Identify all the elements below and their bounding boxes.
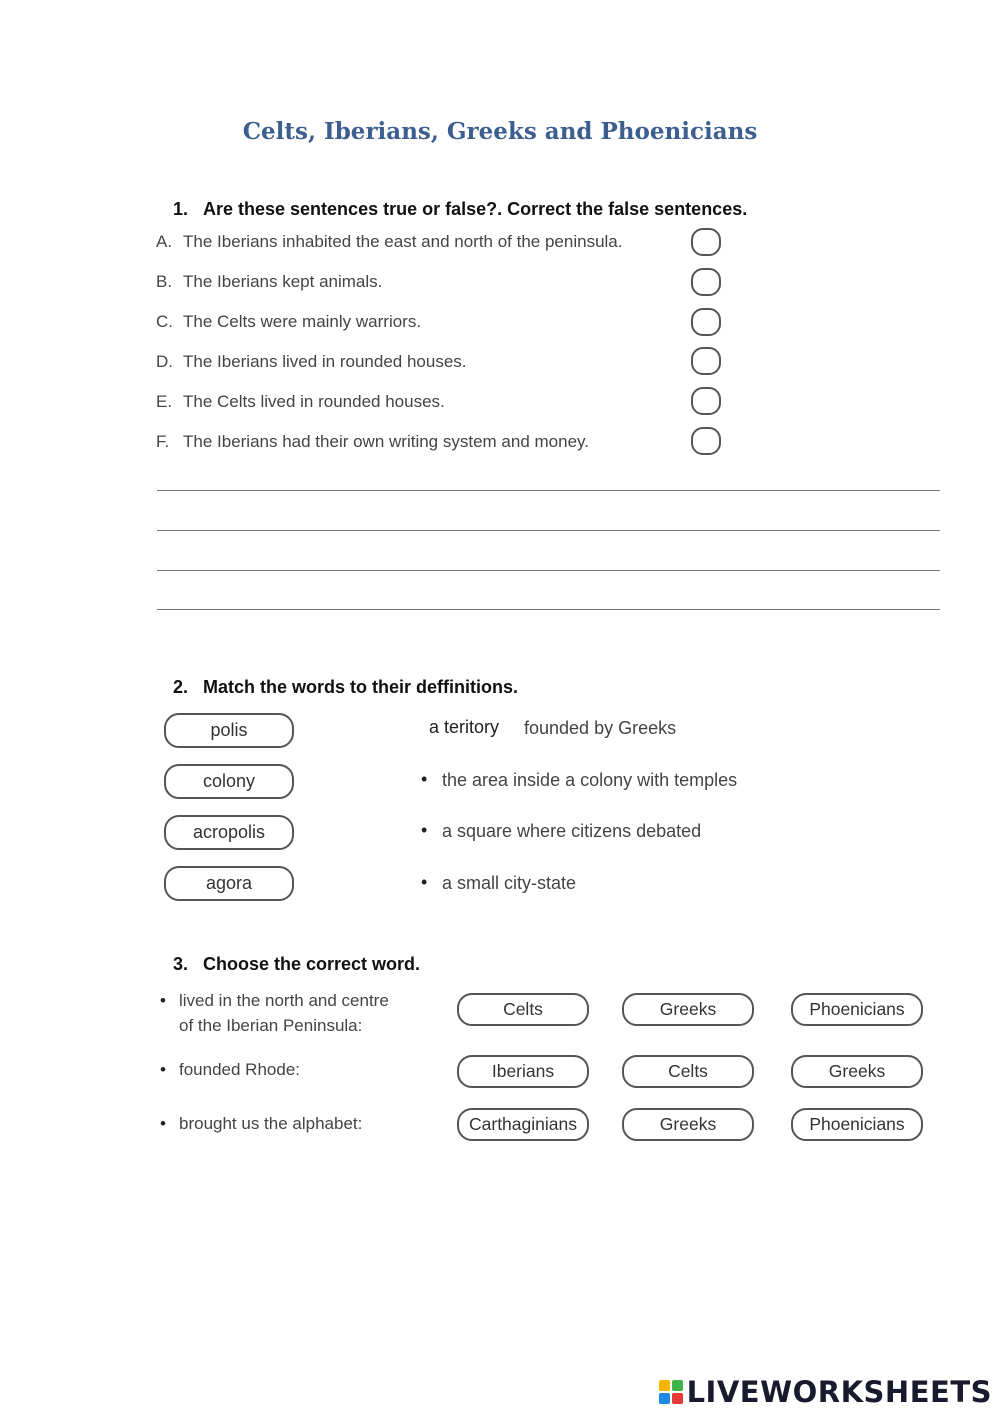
page-title: Celts, Iberians, Greeks and Phoenicians: [242, 118, 758, 145]
answer-line-3[interactable]: [157, 570, 940, 571]
sentence-letter: A.: [156, 232, 173, 251]
match-word-colony[interactable]: colony: [164, 764, 294, 799]
option-carthaginians[interactable]: Carthaginians: [457, 1108, 589, 1141]
sentence-letter: C.: [156, 312, 173, 331]
section2-heading: [173, 677, 518, 698]
option-greeks[interactable]: Greeks: [622, 1108, 754, 1141]
section1-number: 1.: [173, 199, 189, 219]
answer-circle-b[interactable]: [691, 268, 721, 296]
section1-heading-text: Are these sentences true or false?. Correct the false sentences.: [203, 199, 748, 219]
sentence-a: [156, 232, 622, 252]
answer-circle-f[interactable]: [691, 427, 721, 455]
section2-number: 2.: [173, 677, 189, 697]
sentence-text: The Iberians had their own writing system and money.: [183, 432, 589, 451]
question-text: of the Iberian Peninsula:: [179, 1016, 363, 1035]
question-text: lived in the north and centre: [179, 991, 389, 1010]
section2-heading-text: Match the words to their deffinitions.: [203, 677, 518, 697]
definition-teritory[interactable]: a teritory: [429, 717, 500, 737]
option-greeks[interactable]: Greeks: [791, 1055, 923, 1088]
option-phoenicians[interactable]: Phoenicians: [791, 993, 923, 1026]
sentence-text: The Celts were mainly warriors.: [183, 312, 422, 331]
answer-circle-d[interactable]: [691, 347, 721, 375]
sentence-letter: E.: [156, 392, 173, 411]
sentence-e: [156, 392, 445, 412]
option-phoenicians[interactable]: Phoenicians: [791, 1108, 923, 1141]
sentence-text: The Iberians inhabited the east and north of the peninsula.: [183, 232, 623, 251]
logo-square: [659, 1380, 670, 1391]
liveworksheets-logo: [659, 1374, 992, 1410]
logo-square: [672, 1380, 683, 1391]
bullet: •: [421, 769, 428, 789]
sentence-text: The Celts lived in rounded houses.: [183, 392, 445, 411]
sentence-text: The Iberians lived in rounded houses.: [183, 352, 467, 371]
definition-temples[interactable]: the area inside a colony with temples: [442, 770, 738, 790]
answer-line-4[interactable]: [157, 609, 940, 610]
match-word-acropolis[interactable]: acropolis: [164, 815, 294, 850]
question-3: [160, 1111, 362, 1136]
bullet: •: [421, 872, 428, 892]
definition-city-state[interactable]: a small city-state: [442, 873, 577, 893]
bullet: •: [160, 1060, 166, 1079]
match-word-polis[interactable]: polis: [164, 713, 294, 748]
option-greeks[interactable]: Greeks: [622, 993, 754, 1026]
sentence-letter: F.: [156, 432, 170, 451]
section3-heading: [173, 954, 420, 975]
question-text: brought us the alphabet:: [179, 1114, 363, 1133]
section3-number: 3.: [173, 954, 189, 974]
section3-heading-text: Choose the correct word.: [203, 954, 421, 974]
sentence-c: [156, 312, 421, 332]
sentence-letter: B.: [156, 272, 173, 291]
bullet: •: [160, 991, 166, 1010]
option-iberians[interactable]: Iberians: [457, 1055, 589, 1088]
logo-text: LIVEWORKSHEETS: [686, 1375, 992, 1409]
answer-line-2[interactable]: [157, 530, 940, 531]
answer-circle-c[interactable]: [691, 308, 721, 336]
sentence-b: [156, 272, 382, 292]
sentence-letter: D.: [156, 352, 173, 371]
question-1: [160, 988, 389, 1038]
bullet: •: [160, 1114, 166, 1133]
logo-square: [672, 1393, 683, 1404]
option-celts[interactable]: Celts: [622, 1055, 754, 1088]
option-celts[interactable]: Celts: [457, 993, 589, 1026]
definition-square[interactable]: a square where citizens debated: [442, 821, 702, 841]
logo-square: [659, 1393, 670, 1404]
sentence-d: [156, 352, 467, 372]
section1-heading: [173, 199, 747, 220]
definition-founded-by-greeks[interactable]: founded by Greeks: [524, 718, 677, 738]
bullet: •: [421, 820, 428, 840]
sentence-f: [156, 432, 589, 452]
question-2: [160, 1057, 300, 1082]
answer-circle-e[interactable]: [691, 387, 721, 415]
logo-mark-icon: [659, 1380, 683, 1404]
answer-circle-a[interactable]: [691, 228, 721, 256]
sentence-text: The Iberians kept animals.: [183, 272, 383, 291]
question-text: founded Rhode:: [179, 1060, 300, 1079]
match-word-agora[interactable]: agora: [164, 866, 294, 901]
answer-line-1[interactable]: [157, 490, 940, 491]
